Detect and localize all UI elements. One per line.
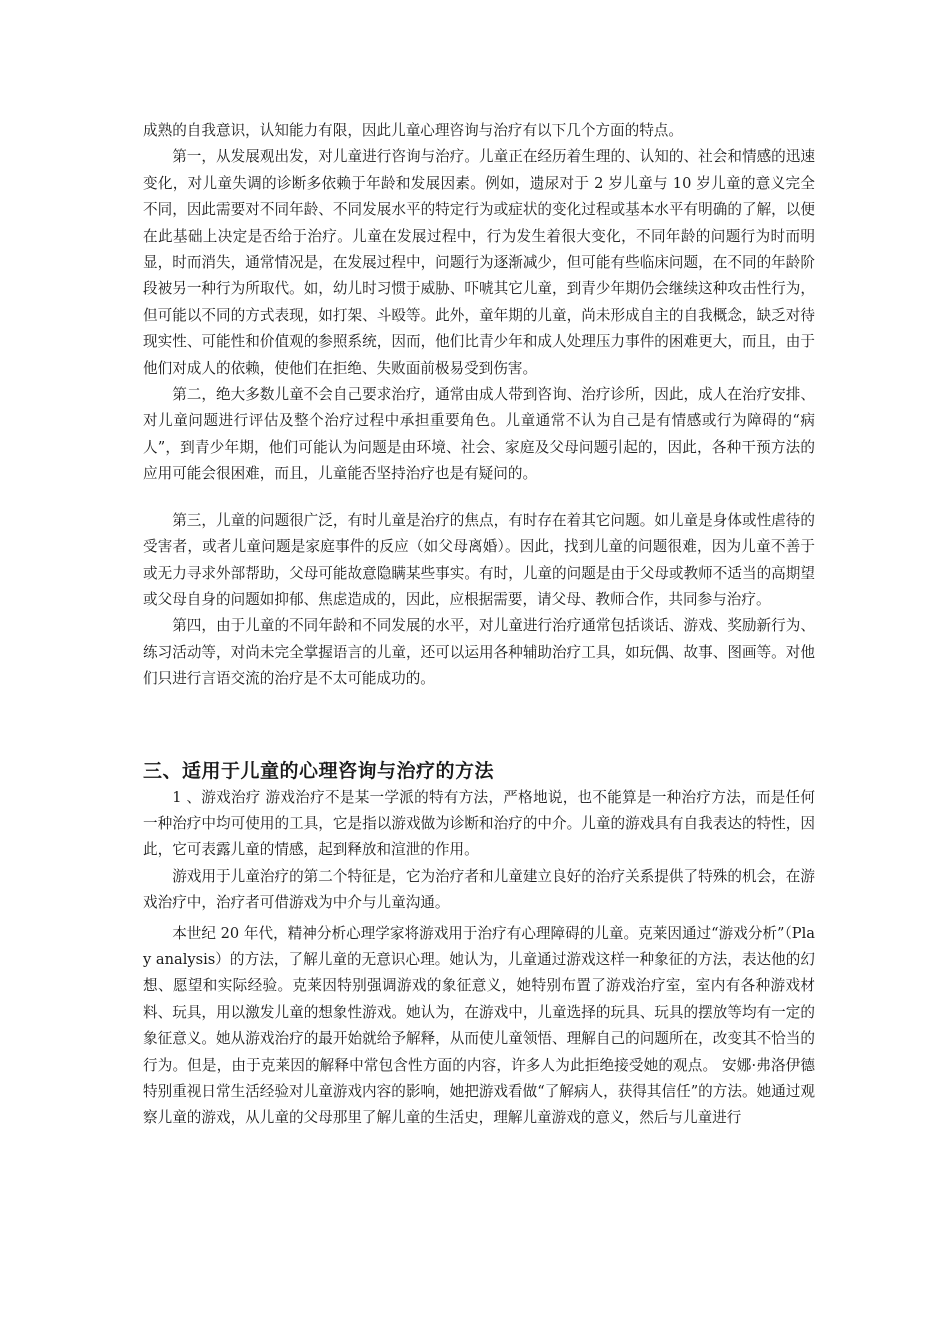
paragraph-play-therapy: 1 、游戏治疗 游戏治疗不是某一学派的特有方法，严格地说，也不能算是一种治疗方法，而是任何一种治疗中均可使用的工具，它是指以游戏做为诊断和治疗的中介。儿童的游戏具有自我表达的特性，因此，它可表露儿童的情感，起到释放和渲泄的作用。: [143, 788, 815, 859]
paragraph-point-three: 第三，儿童的问题很广泛，有时儿童是治疗的焦点，有时存在着其它问题。如儿童是身体或性虐待的受害者，或者儿童问题是家庭事件的反应（如父母离婚）。因此，找到儿童的问题很难，因为儿童不善于或无力寻求外部帮助，父母可能故意隐瞒某些事实。有时，儿童的问题是由于父母或教师不适当的高期望或父母自身的问题如抑郁、焦虑造成的，因此，应根据需要，请父母、教师合作，共同参与治疗。: [143, 511, 815, 608]
paragraph-intro-continuation: 成熟的自我意识，认知能力有限，因此儿童心理咨询与治疗有以下几个方面的特点。: [143, 122, 683, 139]
paragraph-play-feature-two: 游戏用于儿童治疗的第二个特征是，它为治疗者和儿童建立良好的治疗关系提供了特殊的机会，在游戏治疗中，治疗者可借游戏为中介与儿童沟通。: [143, 867, 815, 912]
section-heading: 三、适用于儿童的心理咨询与治疗的方法: [143, 759, 495, 782]
paragraph-point-four: 第四，由于儿童的不同年龄和不同发展的水平，对儿童进行治疗通常包括谈话、游戏、奖励新行为、练习活动等，对尚未完全掌握语言的儿童，还可以运用各种辅助治疗工具，如玩偶、故事、图画等。对他们只进行言语交流的治疗是不太可能成功的。: [143, 617, 815, 688]
document-page: [143, 118, 815, 1132]
blank-line: [143, 488, 815, 508]
paragraph-play-history: 本世纪 20 年代，精神分析心理学家将游戏用于治疗有心理障碍的儿童。克莱因通过“游戏分析”（Play analysis）的方法，了解儿童的无意识心理。她认为，儿童通过游戏这样一种象征的方法，表达他的幻想、愿望和实际经验。克莱因特别强调游戏的象征意义，她特别布置了游戏治疗室，室内有各种游戏材料、玩具，用以激发儿童的想象性游戏。她认为，在游戏中，儿童选择的玩具、玩具的摆放等均有一定的象征意义。她从游戏治疗的最开始就给予解释，从而使儿童领悟、理解自己的问题所在，改变其不恰当的行为。但是，由于克莱因的解释中常包含性方面的内容，许多人为此拒绝接受她的观点。 安娜·弗洛伊德特别重视日常生活经验对儿童游戏内容的影响，她把游戏看做“了解病人，获得其信任”的方法。她通过观察儿童的游戏，从儿童的父母那里了解儿童的生活史，理解儿童游戏的意义，然后与儿童进行: [143, 924, 815, 1127]
paragraph-point-two: 第二，绝大多数儿童不会自己要求治疗，通常由成人带到咨询、治疗诊所，因此，成人在治疗安排、对儿童问题进行评估及整个治疗过程中承担重要角色。儿童通常不认为自己是有情感或行为障碍的“病人”，到青少年期，他们可能认为问题是由环境、社会、家庭及父母问题引起的，因此，各种干预方法的应用可能会很困难，而且，儿童能否坚持治疗也是有疑问的。: [143, 386, 815, 483]
section-spacer: [143, 693, 815, 757]
paragraph-point-one: 第一，从发展观出发，对儿童进行咨询与治疗。儿童正在经历着生理的、认知的、社会和情感的迅速变化，对儿童失调的诊断多依赖于年龄和发展因素。例如，遗尿对于 2 岁儿童与 10 岁儿童的意义完全不同，因此需要对不同年龄、不同发展水平的特定行为或症状的变化过程或基本水平有明确的了解，以便在此基础上决定是否给于治疗。儿童在发展过程中，行为发生着很大变化，不同年龄的问题行为时而明显，时而消失，通常情况是，在发展过程中，问题行为逐渐减少，但可能有些临床问题，在不同的年龄阶段被另一种行为所取代。如，幼儿时习惯于威胁、吓唬其它儿童，到青少年期仍会继续这种攻击性行为，但可能以不同的方式表现，如打架、斗殴等。此外，童年期的儿童，尚未形成自主的自我概念，缺乏对待现实性、可能性和价值观的参照系统，因而，他们比青少年和成人处理压力事件的困难更大，而且，由于他们对成人的依赖，使他们在拒绝、失败面前极易受到伤害。: [143, 148, 815, 377]
